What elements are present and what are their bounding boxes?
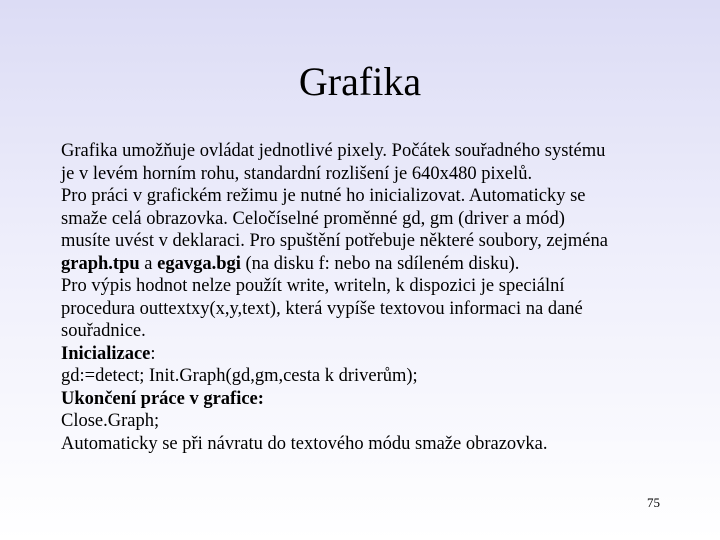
paragraph-output-line-2: procedura outtextxy(x,y,text), která vypíše textovou informaci na dané <box>61 298 583 319</box>
paragraph-intro-line-2: je v levém horním rohu, standardní rozlišení je 640x480 pixelů. <box>61 163 533 184</box>
paragraph-output-line-3: souřadnice. <box>61 321 146 341</box>
paragraph-init-line-2: smaže celá obrazovka. Celočíselné proměnné gd, gm (driver a mód) <box>61 208 565 229</box>
paragraph-output <box>61 275 671 343</box>
disk-location-text: (na disku f: nebo na sdíleném disku). <box>240 253 520 274</box>
paragraph-output-line-1: Pro výpis hodnot nelze použít write, writeln, k dispozici je speciální <box>61 276 565 296</box>
paragraph-init-line-1: Pro práci v grafickém režimu je nutné ho inicializovat. Automaticky se <box>61 186 586 206</box>
paragraph-initialization <box>61 185 671 275</box>
end-heading <box>61 388 671 411</box>
page-number: 75 <box>647 495 660 510</box>
paragraph-intro-line-1: Grafika umožňuje ovládat jednotlivé pixely. Počátek souřadného systému <box>61 141 606 161</box>
auto-clear-note: Automaticky se při návratu do textového módu smaže obrazovka. <box>61 433 548 454</box>
init-colon: : <box>150 343 156 364</box>
file-graph-tpu: graph.tpu <box>61 253 140 274</box>
file-egavga-bgi: egavga.bgi <box>157 253 241 274</box>
end-code: Close.Graph; <box>61 411 160 431</box>
init-heading <box>61 343 671 366</box>
paragraph-intro <box>61 140 671 185</box>
slide-title: Grafika <box>298 59 422 104</box>
end-label: Ukončení práce v grafice: <box>61 388 264 409</box>
conjunction-text: a <box>139 253 158 274</box>
slide-body <box>61 140 671 455</box>
init-label: Inicializace <box>61 343 151 364</box>
init-code: gd:=detect; Init.Graph(gd,gm,cesta k driverům); <box>61 366 418 386</box>
paragraph-init-line-3: musíte uvést v deklaraci. Pro spuštění potřebuje některé soubory, zejména <box>61 231 608 251</box>
